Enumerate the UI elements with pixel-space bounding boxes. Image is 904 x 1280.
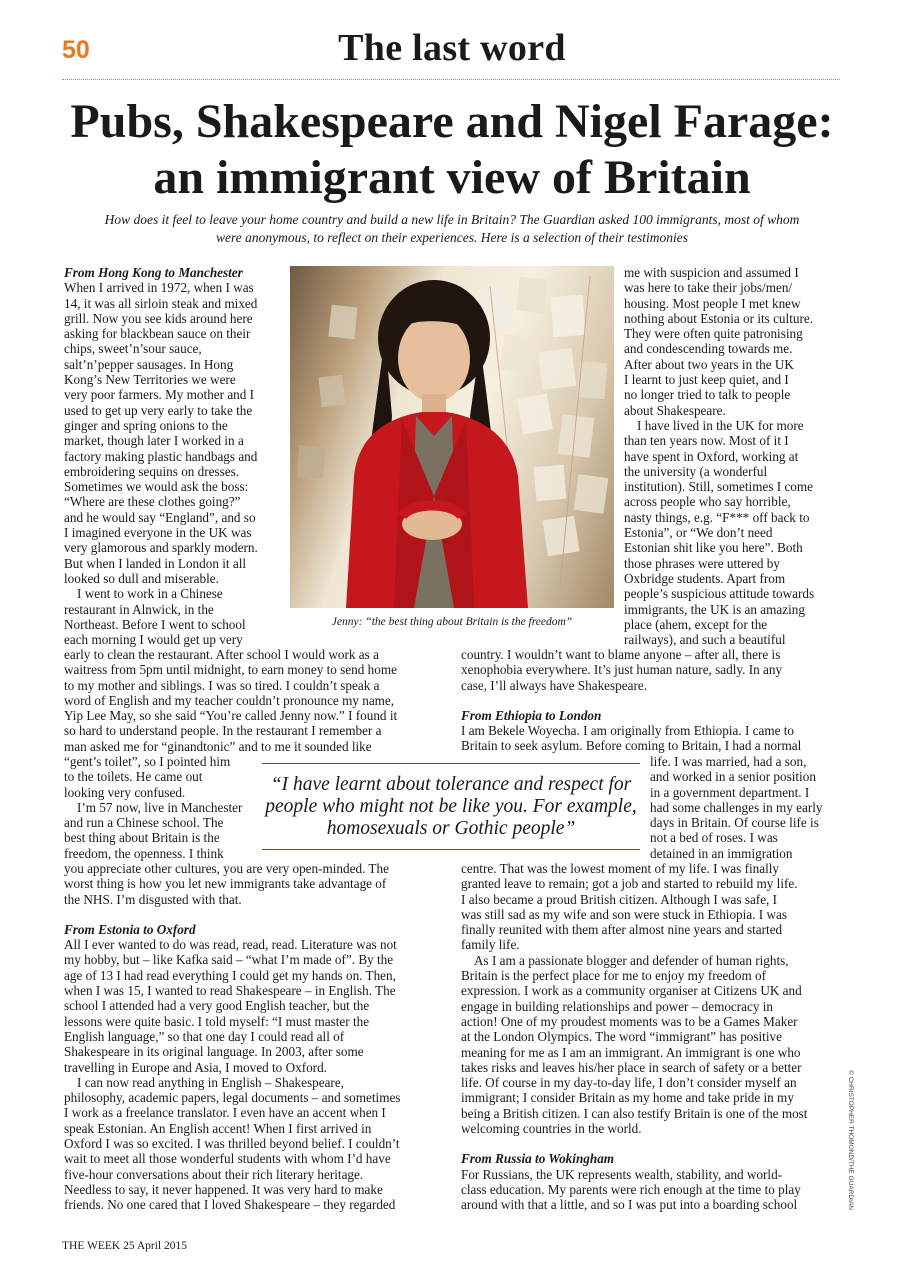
text-line: across people who say horrible,: [624, 494, 791, 510]
right-column-middle: [461, 647, 846, 754]
text-line: ginger and spring onions to the: [64, 417, 228, 433]
text-line: restaurant in Alnwick, in the: [64, 601, 214, 617]
text-line: salt’n’pepper sausages. In Hong: [64, 356, 234, 372]
text-line: not a bed of roses. I was: [650, 830, 778, 846]
pull-quote-rule-bottom: [262, 849, 640, 850]
headline: [30, 94, 874, 206]
standfirst: [60, 211, 844, 247]
text-line: centre. That was the lowest moment of my life. I was finally: [461, 861, 780, 876]
text-line: nothing about Estonia or its culture.: [624, 310, 813, 326]
headline-line-2: an immigrant view of Britain: [153, 151, 751, 204]
text-line: 14, it was all sirloin steak and mixed: [64, 295, 258, 311]
text-line: When I arrived in 1972, when I was: [64, 280, 254, 296]
text-line: Oxford I was so excited. I was thrilled beyond belief. I couldn’t: [64, 1136, 400, 1152]
pull-quote-line-1: “I have learnt about tolerance and respect for: [270, 774, 632, 795]
text-line: worst thing is how you let new immigrants take advantage of: [64, 876, 387, 892]
subhead-ethiopia: From Ethiopia to London: [461, 707, 602, 723]
text-line: my hobby, but – like Kafka said – “what I’m made of”. By the: [64, 952, 394, 968]
text-line: each morning I would get up very: [64, 632, 243, 648]
text-line: Shakespeare in its original language. In 2003, after some: [64, 1044, 364, 1060]
text-line: the university (a wonderful: [624, 463, 768, 479]
text-line: lessons were quite basic. I told myself: “I must master the: [64, 1013, 370, 1029]
subhead-russia: From Russia to Wokingham: [461, 1151, 615, 1167]
text-line: school I attended had a very good English teacher, but the: [64, 998, 370, 1014]
subhead-hongkong: From Hong Kong to Manchester: [64, 265, 243, 280]
header-rule: [62, 79, 840, 80]
text-line: me with suspicion and assumed I: [624, 265, 799, 280]
ethiopia-story-beside-quote: [650, 754, 846, 861]
section-title: The last word: [338, 27, 566, 69]
text-line: grill. Now you see kids around here: [64, 310, 253, 326]
text-line: place (ahem, except for the: [624, 616, 768, 632]
portrait-illustration: [290, 266, 614, 608]
text-line: I’m 57 now, live in Manchester: [77, 799, 243, 815]
text-line: had some challenges in my early: [650, 799, 823, 815]
text-line: factory making plastic handbags and: [64, 448, 258, 464]
text-line: so hard to understand people. In the restaurant I remember a: [64, 723, 382, 739]
text-line: early to clean the restaurant. After school I would work as a: [64, 647, 379, 662]
text-line: best thing about Britain is the: [64, 830, 220, 846]
text-line: “gent’s toilet”, so I pointed him: [64, 754, 231, 769]
text-line: Sometimes we would ask the boss:: [64, 479, 249, 495]
text-line: wait to meet all those wonderful students with whom I’d have: [64, 1151, 391, 1167]
photo-credit: [842, 1070, 856, 1210]
text-line: country. I wouldn’t want to blame anyone – after all, there is: [461, 647, 781, 662]
text-line: people’s suspicious attitude towards: [624, 586, 815, 602]
text-line: Britain to seek asylum. Before coming to Britain, I had a normal: [461, 738, 802, 754]
text-line: five-hour conversations about their rich literary heritage.: [64, 1166, 364, 1182]
text-line: finally reunited with them after almost nine years and started: [461, 922, 783, 938]
text-line: when I was 15, I wanted to read Shakespeare – in English. The: [64, 983, 396, 999]
text-line: was here to take their jobs/men/: [624, 280, 793, 296]
text-line: meaning for me as I am an immigrant. An immigrant is one who: [461, 1044, 801, 1060]
text-line: takes risks and leaves his/her place in search of safety or a better: [461, 1059, 802, 1075]
hongkong-story-middle: [64, 647, 444, 754]
right-column-lower: [461, 861, 846, 1213]
footer: THE WEEK 25 April 2015: [62, 1240, 187, 1252]
text-line: to the toilets. He came out: [64, 769, 203, 785]
text-line: railways), and such a beautiful: [624, 632, 786, 648]
text-line: I am Bekele Woyecha. I am originally from Ethiopia. I came to: [461, 723, 795, 739]
text-line: granted leave to remain; got a job and started to rebuild my life.: [461, 876, 798, 892]
text-line: Kong’s New Territories we were: [64, 372, 236, 388]
text-line: friends. No one cared that I loved Shakespeare – they regarded: [64, 1197, 396, 1213]
text-line: very poor farmers. My mother and I: [64, 387, 255, 403]
text-line: no longer tried to talk to people: [624, 387, 791, 403]
text-line: class education. My parents were rich enough at the time to play: [461, 1181, 801, 1197]
text-line: As I am a passionate blogger and defender of human rights,: [474, 952, 789, 968]
text-line: speak Estonian. An English accent! When I first arrived in: [64, 1120, 372, 1136]
text-line: to my mother and siblings. I was so tired. I couldn’t speak a: [64, 677, 380, 693]
woman-figure: [346, 280, 528, 608]
text-line: I learnt to just keep quiet, and I: [624, 372, 789, 388]
text-line: and condescending towards me.: [624, 341, 793, 357]
text-line: age of 13 I had read everything I could get my hands on. Then,: [64, 967, 396, 983]
text-line: Estonian shit like you here”. Both: [624, 540, 803, 556]
text-line: you appreciate other cultures, you are very open-minded. The: [64, 861, 389, 876]
text-line: I also became a proud British citizen. Although I was safe, I: [461, 891, 778, 907]
headline-line-1: Pubs, Shakespeare and Nigel Farage:: [70, 95, 834, 148]
jenny-photo: [290, 266, 614, 608]
text-line: After about two years in the UK: [624, 356, 794, 372]
text-line: word of English and my teacher couldn’t pronounce my name,: [64, 692, 395, 708]
text-line: I went to work in a Chinese: [77, 586, 223, 602]
text-line: expression. I work as a community organiser at Citizens UK and: [461, 983, 802, 999]
text-line: immigrants, the UK is an amazing: [624, 601, 805, 617]
paragraph-gap: [64, 907, 444, 922]
text-line: philosophy, academic papers, legal documents – and sometimes: [64, 1090, 401, 1106]
text-line: was still sad as my wife and son were stuck in Ethiopia. I was: [461, 906, 787, 922]
text-line: family life.: [461, 937, 520, 953]
text-line: days in Britain. Of course life is: [650, 815, 819, 831]
text-line: used to get up very early to take the: [64, 402, 253, 418]
estonia-story-upper: [624, 265, 846, 647]
standfirst-line-1: How does it feel to leave your home country and build a new life in Britain? The Guardian asked 100 immigrants, most of whom: [104, 212, 800, 227]
text-line: at the London Olympics. The word “immigrant” has positive: [461, 1029, 782, 1045]
text-line: and he would say “England”, and so: [64, 509, 256, 525]
pull-quote-rule-top: [262, 763, 640, 764]
text-line: nasty things, e.g. “F*** off back to: [624, 509, 810, 525]
photo-credit-text: © CHRISTOPHER THOMOND/THE GUARDIAN: [847, 1070, 854, 1210]
text-line: Yip Lee May, so she said “You’re called Jenny now.” I found it: [64, 708, 398, 724]
text-line: Northeast. Before I went to school: [64, 616, 246, 632]
text-line: action! One of my proudest moments was to be a Games Maker: [461, 1013, 798, 1029]
text-line: Oxbridge students. Apart from: [624, 570, 786, 586]
text-line: But when I landed in London it all: [64, 555, 247, 571]
text-line: very glamorous and sparkly modern.: [64, 540, 258, 556]
text-line: life. I was married, had a son,: [650, 754, 807, 769]
pull-quote-line-3: homosexuals or Gothic people”: [326, 818, 576, 839]
text-line: Needless to say, it never happened. It was very hard to make: [64, 1181, 383, 1197]
paragraph-gap: [461, 1136, 846, 1151]
text-line: than ten years now. Most of it I: [624, 433, 789, 449]
pull-quote: [258, 774, 644, 840]
text-line: Britain is the perfect place for me to enjoy my freedom of: [461, 968, 767, 984]
text-line: institution). Still, sometimes I come: [624, 479, 814, 495]
pull-quote-line-2: people who might not be like you. For example,: [265, 796, 637, 817]
text-line: I imagined everyone in the UK was: [64, 525, 252, 541]
text-line: about Shakespeare.: [624, 402, 726, 418]
photo-caption: Jenny: “the best thing about Britain is the freedom”: [331, 616, 573, 628]
text-line: detained in an immigration: [650, 845, 793, 861]
page-number: 50: [62, 36, 90, 64]
text-line: the NHS. I’m disgusted with that.: [64, 891, 242, 907]
text-line: welcoming countries in the world.: [461, 1121, 642, 1137]
text-line: chips, sweet’n’sour sauce,: [64, 341, 202, 357]
left-column-lower: [64, 861, 444, 1213]
text-line: embroidering sequins on dresses.: [64, 463, 240, 479]
text-line: I have lived in the UK for more: [637, 417, 804, 433]
text-line: They were often quite patronising: [624, 326, 803, 342]
text-line: travelling in Europe and Asia, I moved to Oxford.: [64, 1059, 327, 1075]
text-line: asking for blackbean sauce on their: [64, 326, 251, 342]
text-line: have spent in Oxford, working at: [624, 448, 799, 464]
text-line: case, I’ll always have Shakespeare.: [461, 677, 648, 693]
text-line: man asked me for “ginandtonic” and to me it sounded like: [64, 738, 372, 754]
text-line: xenophobia everywhere. It’s just human nature, sadly. In any: [461, 662, 783, 678]
text-line: freedom, the openness. I think: [64, 845, 224, 861]
subhead-estonia: From Estonia to Oxford: [64, 921, 196, 937]
text-line: and worked in a senior position: [650, 769, 816, 785]
paragraph-gap: [461, 693, 846, 708]
hongkong-story-beside-quote: [64, 754, 264, 861]
text-line: immigrant; I consider Britain as my home and take pride in my: [461, 1090, 794, 1106]
text-line: “Where are these clothes going?”: [64, 494, 241, 510]
standfirst-line-2: were anonymous, to reflect on their experiences. Here is a selection of their testimonies: [215, 230, 688, 245]
text-line: around with that a little, and so I was put into a boarding school: [461, 1197, 798, 1213]
text-line: waitress from 5pm until midnight, to earn money to send home: [64, 662, 397, 678]
text-line: being a British citizen. I can also testify Britain is one of the most: [461, 1105, 808, 1121]
text-line: I can now read anything in English – Shakespeare,: [77, 1074, 344, 1090]
text-line: in a government department. I: [650, 784, 810, 800]
text-line: housing. Most people I met knew: [624, 295, 801, 311]
text-line: looked so dull and miserable.: [64, 570, 219, 586]
text-line: market, though later I worked in a: [64, 433, 244, 449]
text-line: life. Of course in my day-to-day life, I don’t consider myself an: [461, 1075, 797, 1091]
text-line: I work as a freelance translator. I even have an accent when I: [64, 1105, 386, 1121]
text-line: those phrases were uttered by: [624, 555, 780, 571]
text-line: All I ever wanted to do was read, read, read. Literature was not: [64, 937, 397, 953]
text-line: Estonia”, or “We don’t need: [624, 525, 773, 541]
text-line: engage in building relationships and power – democracy in: [461, 998, 774, 1014]
text-line: and run a Chinese school. The: [64, 815, 224, 831]
text-line: For Russians, the UK represents wealth, stability, and world-: [461, 1166, 783, 1182]
text-line: looking very confused.: [64, 784, 186, 800]
hongkong-story-upper: [64, 265, 290, 647]
text-line: English language,” so that one day I could read all of: [64, 1028, 345, 1044]
